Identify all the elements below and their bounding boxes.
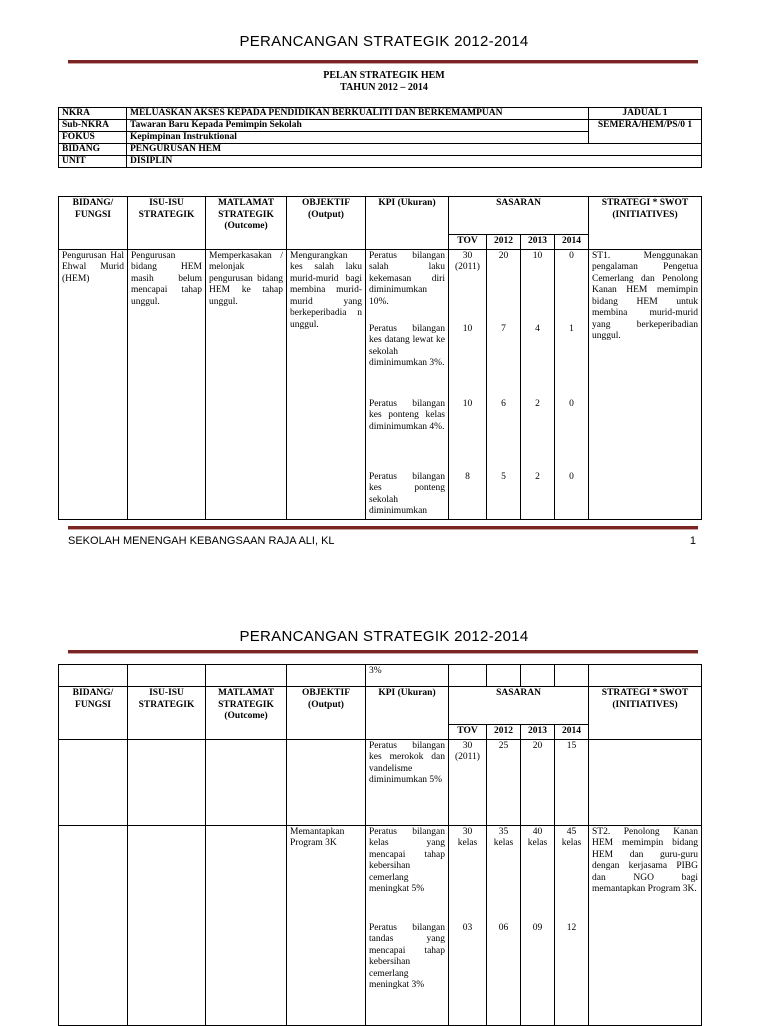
- y2013-value: 4: [535, 323, 540, 334]
- col-bidang: BIDANG/ FUNGSI: [59, 687, 128, 740]
- page-header-title: PERANCANGAN STRATEGIK 2012-2014: [239, 33, 529, 50]
- kpi-cell: Peratus bilangan kes merokok dan vandelisme diminimumkan 5%: [366, 739, 449, 825]
- col-matlamat: MATLAMAT STRATEGIK (Outcome): [206, 197, 287, 250]
- bidang-cell: Pengurusan Hal Ehwal Murid (HEM): [59, 249, 128, 519]
- tov-value: 30 (2011): [455, 250, 480, 272]
- matlamat-cell: Memperkasakan / melonjak pengurusan bidang HEM ke tahap unggul.: [206, 249, 287, 519]
- page2-header-rule: [68, 650, 698, 654]
- tov-value: 03: [462, 922, 473, 933]
- fokus-label: FOKUS: [59, 132, 127, 144]
- tov-value: 30 (2011): [449, 739, 487, 825]
- y2012-cell: [487, 825, 521, 1025]
- unit-label: UNIT: [59, 156, 127, 168]
- y2012-value: 5: [501, 471, 506, 482]
- y2012-value: 20: [498, 250, 509, 261]
- col-2012: 2012: [487, 235, 521, 250]
- page2-header-title: PERANCANGAN STRATEGIK 2012-2014: [239, 628, 529, 645]
- col-matlamat: MATLAMAT STRATEGIK (Outcome): [206, 687, 287, 740]
- col-strategi: STRATEGI * SWOT (INITIATIVES): [589, 197, 702, 250]
- y2014-cell: [555, 825, 589, 1025]
- bidang-value: PENGURUSAN HEM: [127, 144, 702, 156]
- tov-cell: [449, 825, 487, 1025]
- col-bidang: BIDANG/ FUNGSI: [59, 197, 128, 250]
- kpi-item: Peratus bilangan kes datang lewat ke sekolah diminimumkan 3%.: [369, 323, 445, 368]
- y2012-value: 06: [498, 922, 509, 933]
- y2014-value: 1: [569, 323, 574, 334]
- y2013-value: 10: [532, 250, 543, 261]
- y2014-cell: [555, 249, 589, 519]
- footer-page-number: 1: [689, 535, 696, 547]
- col-sasaran: SASARAN: [449, 687, 589, 725]
- tov-value: 30 kelas: [457, 826, 478, 848]
- subnkra-value: Tawaran Baru Kepada Pemimpin Sekolah: [127, 120, 589, 132]
- y2013-value: 2: [535, 398, 540, 409]
- fokus-value: Kepimpinan Instruktional: [127, 132, 589, 144]
- col-kpi: KPI (Ukuran): [366, 197, 449, 250]
- objektif-cell: Mengurangkan kes salah laku murid-murid bagi membina murid-murid yang berkeperibadia n unggul.: [287, 249, 366, 519]
- col-2014: 2014: [555, 235, 589, 250]
- tov-value: 10: [462, 323, 473, 334]
- kpi-cell: [366, 825, 449, 1025]
- jadual-label: JADUAL 1: [589, 108, 702, 120]
- y2014-value: 15: [555, 739, 589, 825]
- footer-school: SEKOLAH MENENGAH KEBANGSAAN RAJA ALI, KL: [68, 535, 335, 547]
- y2013-cell: [521, 825, 555, 1025]
- nkra-label: NKRA: [59, 108, 127, 120]
- y2014-value: 0: [569, 250, 574, 261]
- carry-over-text: 3%: [366, 665, 449, 687]
- col-kpi: KPI (Ukuran): [366, 687, 449, 740]
- col-tov: TOV: [449, 235, 487, 250]
- tov-cell: [449, 249, 487, 519]
- kpi-item: Peratus bilangan kes ponteng kelas diminimumkan 4%.: [369, 398, 445, 432]
- header-rule: [68, 60, 698, 64]
- footer-rule: [68, 526, 698, 530]
- strategy-table-page2: [58, 664, 702, 1026]
- subnkra-label: Sub-NKRA: [59, 120, 127, 132]
- col-objektif: OBJEKTIF (Output): [287, 687, 366, 740]
- y2014-value: 12: [566, 922, 577, 933]
- objektif-cell: Memantapkan Program 3K: [287, 825, 366, 1025]
- y2014-value: 0: [569, 471, 574, 482]
- kpi-item: Peratus bilangan salah laku kekemasan diri diminimumkan 10%.: [369, 250, 445, 307]
- y2014-value: 45 kelas: [561, 826, 582, 848]
- y2012-value: 35 kelas: [493, 826, 514, 848]
- y2012-cell: [487, 249, 521, 519]
- col-2012: 2012: [487, 725, 521, 740]
- y2012-value: 25: [487, 739, 521, 825]
- col-sasaran: SASARAN: [449, 197, 589, 235]
- nkra-value: MELUASKAN AKSES KEPADA PENDIDIKAN BERKUALITI DAN BERKEMAMPUAN: [127, 108, 589, 120]
- isu-cell: Pengurusan bidang HEM masih belum mencapai tahap unggul.: [128, 249, 206, 519]
- col-objektif: OBJEKTIF (Output): [287, 197, 366, 250]
- y2013-cell: [521, 249, 555, 519]
- document-title: PELAN STRATEGIK HEM: [323, 70, 445, 81]
- kpi-item: Peratus bilangan tandas yang mencapai tahap kebersihan cemerlang meningkat 3%: [369, 922, 445, 990]
- strategi-cell: ST1. Menggunakan pengalaman Pengetua Cemerlang dan Penolong Kanan HEM memimpin bidang HEM untuk membina murid-murid yang berkeperibadian unggul.: [589, 249, 702, 519]
- col-isu: ISU-ISU STRATEGIK: [128, 197, 206, 250]
- tov-value: 8: [465, 471, 470, 482]
- y2013-value: 20: [521, 739, 555, 825]
- y2014-value: 0: [569, 398, 574, 409]
- col-2014: 2014: [555, 725, 589, 740]
- kpi-item: Peratus bilangan kelas yang mencapai tahap kebersihan cemerlang meningkat 5%: [369, 826, 445, 894]
- col-tov: TOV: [449, 725, 487, 740]
- document-code: SEMERA/HEM/PS/0 1: [589, 120, 702, 144]
- y2012-value: 6: [501, 398, 506, 409]
- y2013-value: 2: [535, 471, 540, 482]
- tov-value: 10: [462, 398, 473, 409]
- document-years: TAHUN 2012 – 2014: [340, 82, 428, 93]
- col-strategi: STRATEGI * SWOT (INITIATIVES): [589, 687, 702, 740]
- y2013-value: 40 kelas: [527, 826, 548, 848]
- col-isu: ISU-ISU STRATEGIK: [128, 687, 206, 740]
- meta-table: [58, 107, 702, 168]
- strategy-table-page1: [58, 196, 702, 520]
- y2012-value: 7: [501, 323, 506, 334]
- kpi-item: Peratus bilangan kes ponteng sekolah diminimumkan: [369, 471, 445, 516]
- strategi-cell: ST2. Penolong Kanan HEM memimpin bidang HEM dan guru-guru dengan kerjasama PIBG dan NGO bagi memantapkan Program 3K.: [589, 825, 702, 1025]
- y2013-value: 09: [532, 922, 543, 933]
- col-2013: 2013: [521, 725, 555, 740]
- unit-value: DISIPLIN: [127, 156, 702, 168]
- kpi-cell: [366, 249, 449, 519]
- col-2013: 2013: [521, 235, 555, 250]
- bidang-label: BIDANG: [59, 144, 127, 156]
